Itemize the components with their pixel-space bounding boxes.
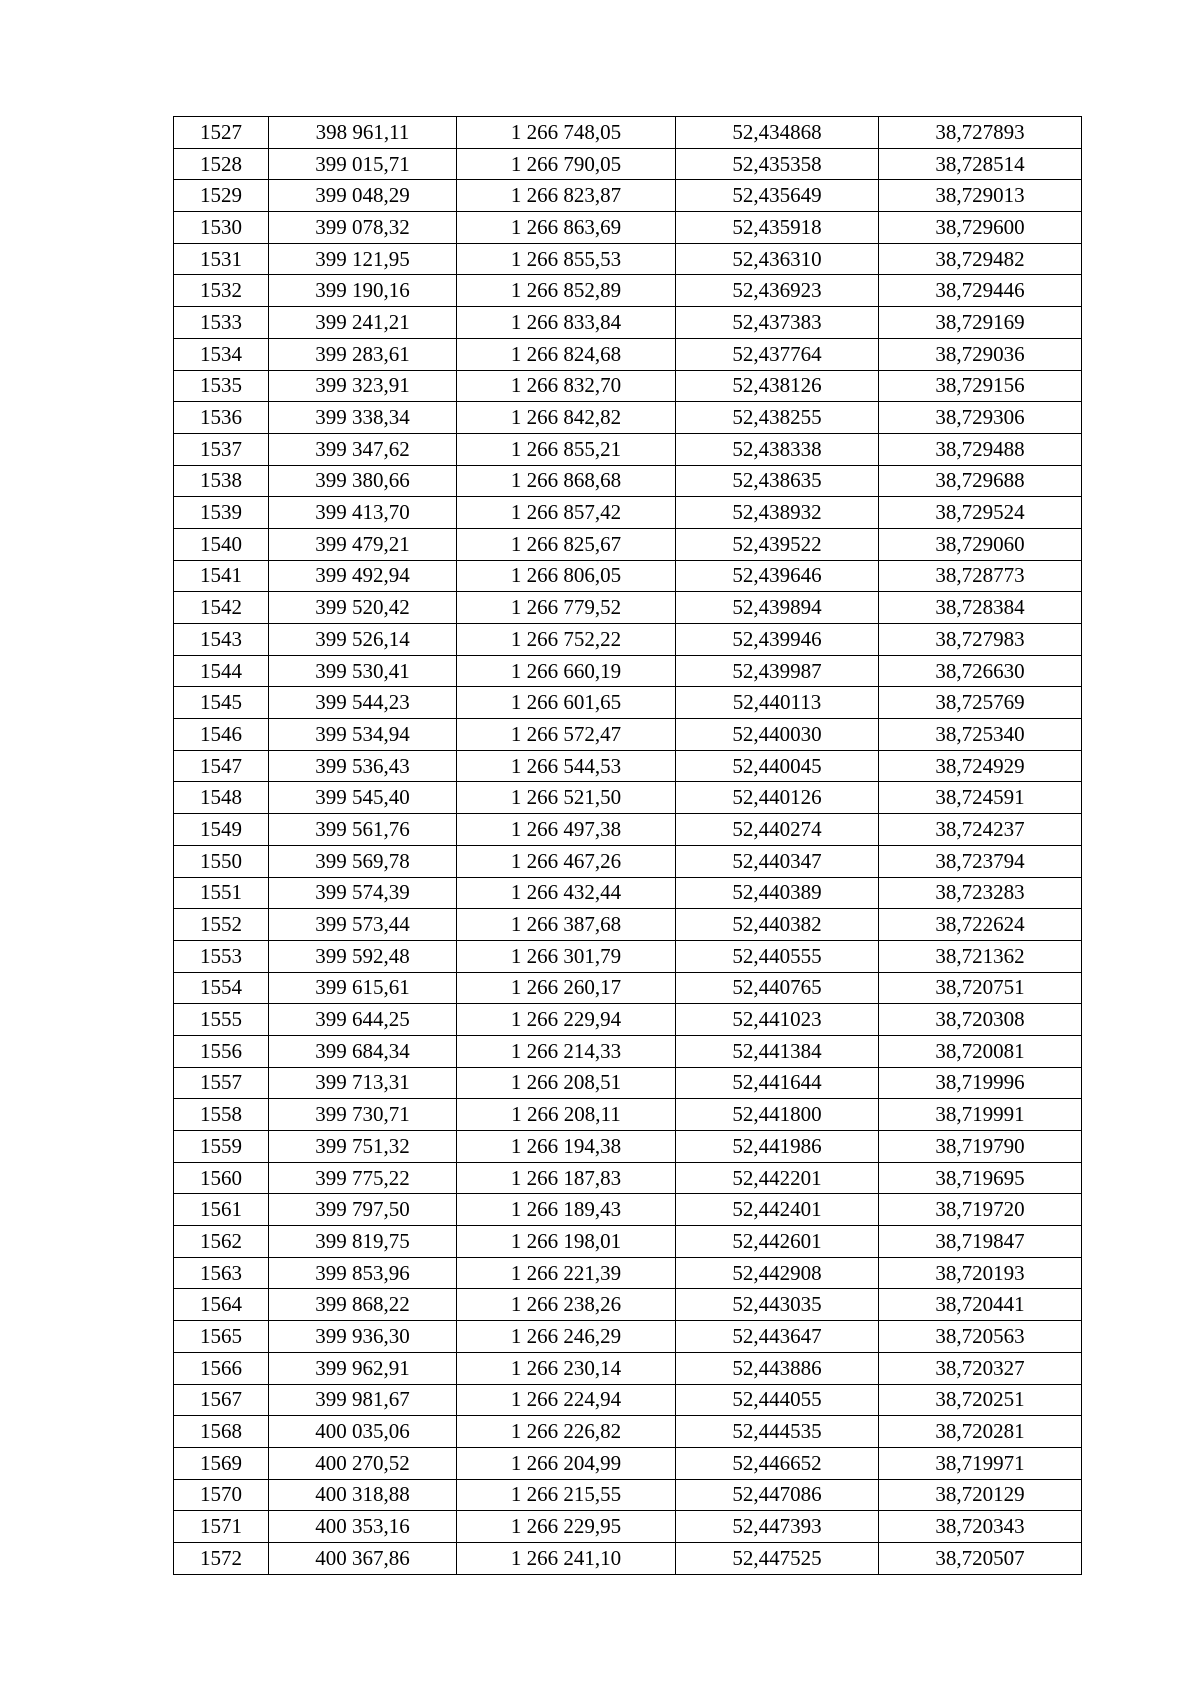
longitude-cell: 38,719991 (879, 1099, 1082, 1131)
point-number-cell: 1536 (174, 402, 269, 434)
table-row (174, 1194, 1082, 1226)
x-coordinate-cell: 400 270,52 (269, 1447, 457, 1479)
x-coordinate-cell: 399 380,66 (269, 465, 457, 497)
y-coordinate-cell: 1 266 752,22 (457, 624, 676, 656)
latitude-cell: 52,440274 (676, 814, 879, 846)
y-coordinate-cell: 1 266 521,50 (457, 782, 676, 814)
latitude-cell: 52,440389 (676, 877, 879, 909)
x-coordinate-cell: 399 713,31 (269, 1067, 457, 1099)
longitude-cell: 38,728514 (879, 148, 1082, 180)
latitude-cell: 52,441384 (676, 1035, 879, 1067)
table-row (174, 782, 1082, 814)
point-number-cell: 1540 (174, 528, 269, 560)
point-number-cell: 1529 (174, 180, 269, 212)
x-coordinate-cell: 399 479,21 (269, 528, 457, 560)
longitude-cell: 38,720251 (879, 1384, 1082, 1416)
longitude-cell: 38,720441 (879, 1289, 1082, 1321)
point-number-cell: 1547 (174, 750, 269, 782)
x-coordinate-cell: 399 492,94 (269, 560, 457, 592)
point-number-cell: 1571 (174, 1511, 269, 1543)
y-coordinate-cell: 1 266 855,53 (457, 243, 676, 275)
x-coordinate-cell: 399 413,70 (269, 497, 457, 529)
latitude-cell: 52,442908 (676, 1257, 879, 1289)
y-coordinate-cell: 1 266 852,89 (457, 275, 676, 307)
table-row (174, 1384, 1082, 1416)
latitude-cell: 52,442401 (676, 1194, 879, 1226)
latitude-cell: 52,440126 (676, 782, 879, 814)
y-coordinate-cell: 1 266 238,26 (457, 1289, 676, 1321)
x-coordinate-cell: 399 797,50 (269, 1194, 457, 1226)
point-number-cell: 1562 (174, 1226, 269, 1258)
y-coordinate-cell: 1 266 260,17 (457, 972, 676, 1004)
y-coordinate-cell: 1 266 824,68 (457, 338, 676, 370)
y-coordinate-cell: 1 266 208,11 (457, 1099, 676, 1131)
longitude-cell: 38,720193 (879, 1257, 1082, 1289)
longitude-cell: 38,729013 (879, 180, 1082, 212)
table-row (174, 1321, 1082, 1353)
y-coordinate-cell: 1 266 467,26 (457, 845, 676, 877)
point-number-cell: 1544 (174, 655, 269, 687)
latitude-cell: 52,440555 (676, 940, 879, 972)
table-row (174, 750, 1082, 782)
x-coordinate-cell: 399 544,23 (269, 687, 457, 719)
latitude-cell: 52,440045 (676, 750, 879, 782)
point-number-cell: 1542 (174, 592, 269, 624)
y-coordinate-cell: 1 266 868,68 (457, 465, 676, 497)
latitude-cell: 52,444535 (676, 1416, 879, 1448)
longitude-cell: 38,729060 (879, 528, 1082, 560)
latitude-cell: 52,438126 (676, 370, 879, 402)
y-coordinate-cell: 1 266 825,67 (457, 528, 676, 560)
x-coordinate-cell: 399 241,21 (269, 307, 457, 339)
x-coordinate-cell: 399 048,29 (269, 180, 457, 212)
point-number-cell: 1553 (174, 940, 269, 972)
longitude-cell: 38,720129 (879, 1479, 1082, 1511)
x-coordinate-cell: 399 615,61 (269, 972, 457, 1004)
longitude-cell: 38,720343 (879, 1511, 1082, 1543)
table-row (174, 592, 1082, 624)
latitude-cell: 52,440765 (676, 972, 879, 1004)
table-row (174, 877, 1082, 909)
table-row (174, 1099, 1082, 1131)
table-row (174, 1226, 1082, 1258)
x-coordinate-cell: 399 323,91 (269, 370, 457, 402)
longitude-cell: 38,728384 (879, 592, 1082, 624)
y-coordinate-cell: 1 266 863,69 (457, 212, 676, 244)
x-coordinate-cell: 399 015,71 (269, 148, 457, 180)
latitude-cell: 52,439987 (676, 655, 879, 687)
x-coordinate-cell: 399 347,62 (269, 433, 457, 465)
x-coordinate-cell: 399 561,76 (269, 814, 457, 846)
y-coordinate-cell: 1 266 230,14 (457, 1352, 676, 1384)
latitude-cell: 52,441023 (676, 1004, 879, 1036)
latitude-cell: 52,442601 (676, 1226, 879, 1258)
coordinates-table-body (174, 117, 1082, 1575)
point-number-cell: 1541 (174, 560, 269, 592)
table-row (174, 1162, 1082, 1194)
coordinates-table (173, 116, 1082, 1575)
latitude-cell: 52,446652 (676, 1447, 879, 1479)
longitude-cell: 38,724929 (879, 750, 1082, 782)
latitude-cell: 52,440347 (676, 845, 879, 877)
latitude-cell: 52,435649 (676, 180, 879, 212)
point-number-cell: 1557 (174, 1067, 269, 1099)
longitude-cell: 38,720751 (879, 972, 1082, 1004)
y-coordinate-cell: 1 266 842,82 (457, 402, 676, 434)
longitude-cell: 38,722624 (879, 909, 1082, 941)
longitude-cell: 38,719996 (879, 1067, 1082, 1099)
longitude-cell: 38,720281 (879, 1416, 1082, 1448)
table-row (174, 370, 1082, 402)
point-number-cell: 1556 (174, 1035, 269, 1067)
latitude-cell: 52,440382 (676, 909, 879, 941)
y-coordinate-cell: 1 266 855,21 (457, 433, 676, 465)
x-coordinate-cell: 399 520,42 (269, 592, 457, 624)
longitude-cell: 38,727893 (879, 117, 1082, 149)
y-coordinate-cell: 1 266 432,44 (457, 877, 676, 909)
latitude-cell: 52,435358 (676, 148, 879, 180)
table-row (174, 497, 1082, 529)
point-number-cell: 1568 (174, 1416, 269, 1448)
y-coordinate-cell: 1 266 806,05 (457, 560, 676, 592)
y-coordinate-cell: 1 266 215,55 (457, 1479, 676, 1511)
table-row (174, 560, 1082, 592)
longitude-cell: 38,719847 (879, 1226, 1082, 1258)
point-number-cell: 1554 (174, 972, 269, 1004)
longitude-cell: 38,719971 (879, 1447, 1082, 1479)
table-row (174, 687, 1082, 719)
latitude-cell: 52,438255 (676, 402, 879, 434)
longitude-cell: 38,725769 (879, 687, 1082, 719)
y-coordinate-cell: 1 266 790,05 (457, 148, 676, 180)
y-coordinate-cell: 1 266 221,39 (457, 1257, 676, 1289)
longitude-cell: 38,729524 (879, 497, 1082, 529)
point-number-cell: 1538 (174, 465, 269, 497)
y-coordinate-cell: 1 266 601,65 (457, 687, 676, 719)
latitude-cell: 52,447525 (676, 1542, 879, 1574)
table-row (174, 528, 1082, 560)
longitude-cell: 38,729600 (879, 212, 1082, 244)
table-row (174, 402, 1082, 434)
y-coordinate-cell: 1 266 857,42 (457, 497, 676, 529)
x-coordinate-cell: 399 962,91 (269, 1352, 457, 1384)
table-row (174, 1352, 1082, 1384)
point-number-cell: 1569 (174, 1447, 269, 1479)
longitude-cell: 38,729169 (879, 307, 1082, 339)
x-coordinate-cell: 399 534,94 (269, 719, 457, 751)
table-row (174, 117, 1082, 149)
latitude-cell: 52,447393 (676, 1511, 879, 1543)
y-coordinate-cell: 1 266 832,70 (457, 370, 676, 402)
x-coordinate-cell: 398 961,11 (269, 117, 457, 149)
x-coordinate-cell: 399 190,16 (269, 275, 457, 307)
x-coordinate-cell: 399 853,96 (269, 1257, 457, 1289)
table-row (174, 212, 1082, 244)
longitude-cell: 38,720308 (879, 1004, 1082, 1036)
y-coordinate-cell: 1 266 387,68 (457, 909, 676, 941)
latitude-cell: 52,441986 (676, 1131, 879, 1163)
y-coordinate-cell: 1 266 198,01 (457, 1226, 676, 1258)
point-number-cell: 1527 (174, 117, 269, 149)
point-number-cell: 1565 (174, 1321, 269, 1353)
latitude-cell: 52,439646 (676, 560, 879, 592)
latitude-cell: 52,438932 (676, 497, 879, 529)
y-coordinate-cell: 1 266 214,33 (457, 1035, 676, 1067)
longitude-cell: 38,720563 (879, 1321, 1082, 1353)
table-row (174, 465, 1082, 497)
longitude-cell: 38,720081 (879, 1035, 1082, 1067)
point-number-cell: 1549 (174, 814, 269, 846)
table-row (174, 814, 1082, 846)
table-row (174, 845, 1082, 877)
point-number-cell: 1561 (174, 1194, 269, 1226)
table-row (174, 1447, 1082, 1479)
longitude-cell: 38,728773 (879, 560, 1082, 592)
latitude-cell: 52,444055 (676, 1384, 879, 1416)
x-coordinate-cell: 399 530,41 (269, 655, 457, 687)
point-number-cell: 1552 (174, 909, 269, 941)
latitude-cell: 52,439946 (676, 624, 879, 656)
y-coordinate-cell: 1 266 224,94 (457, 1384, 676, 1416)
table-row (174, 243, 1082, 275)
longitude-cell: 38,729306 (879, 402, 1082, 434)
latitude-cell: 52,443886 (676, 1352, 879, 1384)
longitude-cell: 38,725340 (879, 719, 1082, 751)
x-coordinate-cell: 399 819,75 (269, 1226, 457, 1258)
point-number-cell: 1548 (174, 782, 269, 814)
point-number-cell: 1559 (174, 1131, 269, 1163)
point-number-cell: 1537 (174, 433, 269, 465)
table-row (174, 655, 1082, 687)
x-coordinate-cell: 399 644,25 (269, 1004, 457, 1036)
table-row (174, 1131, 1082, 1163)
point-number-cell: 1563 (174, 1257, 269, 1289)
x-coordinate-cell: 399 526,14 (269, 624, 457, 656)
x-coordinate-cell: 400 035,06 (269, 1416, 457, 1448)
latitude-cell: 52,436923 (676, 275, 879, 307)
y-coordinate-cell: 1 266 189,43 (457, 1194, 676, 1226)
point-number-cell: 1545 (174, 687, 269, 719)
table-row (174, 1416, 1082, 1448)
point-number-cell: 1546 (174, 719, 269, 751)
y-coordinate-cell: 1 266 194,38 (457, 1131, 676, 1163)
x-coordinate-cell: 399 751,32 (269, 1131, 457, 1163)
point-number-cell: 1531 (174, 243, 269, 275)
longitude-cell: 38,727983 (879, 624, 1082, 656)
x-coordinate-cell: 399 730,71 (269, 1099, 457, 1131)
x-coordinate-cell: 399 569,78 (269, 845, 457, 877)
point-number-cell: 1532 (174, 275, 269, 307)
table-row (174, 338, 1082, 370)
x-coordinate-cell: 400 318,88 (269, 1479, 457, 1511)
x-coordinate-cell: 399 338,34 (269, 402, 457, 434)
x-coordinate-cell: 399 592,48 (269, 940, 457, 972)
latitude-cell: 52,438635 (676, 465, 879, 497)
longitude-cell: 38,723794 (879, 845, 1082, 877)
x-coordinate-cell: 399 936,30 (269, 1321, 457, 1353)
x-coordinate-cell: 399 545,40 (269, 782, 457, 814)
longitude-cell: 38,729482 (879, 243, 1082, 275)
table-row (174, 940, 1082, 972)
point-number-cell: 1543 (174, 624, 269, 656)
point-number-cell: 1535 (174, 370, 269, 402)
longitude-cell: 38,719720 (879, 1194, 1082, 1226)
y-coordinate-cell: 1 266 187,83 (457, 1162, 676, 1194)
latitude-cell: 52,436310 (676, 243, 879, 275)
point-number-cell: 1564 (174, 1289, 269, 1321)
x-coordinate-cell: 399 775,22 (269, 1162, 457, 1194)
y-coordinate-cell: 1 266 660,19 (457, 655, 676, 687)
latitude-cell: 52,437383 (676, 307, 879, 339)
point-number-cell: 1550 (174, 845, 269, 877)
longitude-cell: 38,729036 (879, 338, 1082, 370)
longitude-cell: 38,721362 (879, 940, 1082, 972)
latitude-cell: 52,438338 (676, 433, 879, 465)
point-number-cell: 1558 (174, 1099, 269, 1131)
y-coordinate-cell: 1 266 301,79 (457, 940, 676, 972)
table-row (174, 1035, 1082, 1067)
latitude-cell: 52,435918 (676, 212, 879, 244)
x-coordinate-cell: 400 353,16 (269, 1511, 457, 1543)
latitude-cell: 52,439894 (676, 592, 879, 624)
latitude-cell: 52,439522 (676, 528, 879, 560)
table-row (174, 1004, 1082, 1036)
point-number-cell: 1555 (174, 1004, 269, 1036)
x-coordinate-cell: 399 574,39 (269, 877, 457, 909)
longitude-cell: 38,726630 (879, 655, 1082, 687)
longitude-cell: 38,723283 (879, 877, 1082, 909)
longitude-cell: 38,729688 (879, 465, 1082, 497)
latitude-cell: 52,443647 (676, 1321, 879, 1353)
x-coordinate-cell: 399 283,61 (269, 338, 457, 370)
y-coordinate-cell: 1 266 748,05 (457, 117, 676, 149)
latitude-cell: 52,434868 (676, 117, 879, 149)
table-row (174, 433, 1082, 465)
y-coordinate-cell: 1 266 833,84 (457, 307, 676, 339)
x-coordinate-cell: 399 536,43 (269, 750, 457, 782)
table-row (174, 1067, 1082, 1099)
y-coordinate-cell: 1 266 779,52 (457, 592, 676, 624)
point-number-cell: 1566 (174, 1352, 269, 1384)
table-row (174, 624, 1082, 656)
latitude-cell: 52,443035 (676, 1289, 879, 1321)
point-number-cell: 1533 (174, 307, 269, 339)
x-coordinate-cell: 400 367,86 (269, 1542, 457, 1574)
point-number-cell: 1539 (174, 497, 269, 529)
y-coordinate-cell: 1 266 246,29 (457, 1321, 676, 1353)
longitude-cell: 38,719790 (879, 1131, 1082, 1163)
table-row (174, 1542, 1082, 1574)
point-number-cell: 1534 (174, 338, 269, 370)
table-row (174, 148, 1082, 180)
point-number-cell: 1572 (174, 1542, 269, 1574)
point-number-cell: 1560 (174, 1162, 269, 1194)
longitude-cell: 38,729156 (879, 370, 1082, 402)
longitude-cell: 38,724591 (879, 782, 1082, 814)
latitude-cell: 52,440113 (676, 687, 879, 719)
table-row (174, 909, 1082, 941)
y-coordinate-cell: 1 266 226,82 (457, 1416, 676, 1448)
latitude-cell: 52,440030 (676, 719, 879, 751)
y-coordinate-cell: 1 266 572,47 (457, 719, 676, 751)
table-row (174, 275, 1082, 307)
y-coordinate-cell: 1 266 544,53 (457, 750, 676, 782)
point-number-cell: 1570 (174, 1479, 269, 1511)
longitude-cell: 38,729446 (879, 275, 1082, 307)
table-row (174, 719, 1082, 751)
longitude-cell: 38,720507 (879, 1542, 1082, 1574)
table-row (174, 1479, 1082, 1511)
table-row (174, 972, 1082, 1004)
y-coordinate-cell: 1 266 204,99 (457, 1447, 676, 1479)
longitude-cell: 38,719695 (879, 1162, 1082, 1194)
longitude-cell: 38,720327 (879, 1352, 1082, 1384)
y-coordinate-cell: 1 266 208,51 (457, 1067, 676, 1099)
longitude-cell: 38,729488 (879, 433, 1082, 465)
point-number-cell: 1551 (174, 877, 269, 909)
y-coordinate-cell: 1 266 229,95 (457, 1511, 676, 1543)
y-coordinate-cell: 1 266 497,38 (457, 814, 676, 846)
y-coordinate-cell: 1 266 229,94 (457, 1004, 676, 1036)
x-coordinate-cell: 399 981,67 (269, 1384, 457, 1416)
latitude-cell: 52,441800 (676, 1099, 879, 1131)
point-number-cell: 1530 (174, 212, 269, 244)
x-coordinate-cell: 399 121,95 (269, 243, 457, 275)
x-coordinate-cell: 399 078,32 (269, 212, 457, 244)
y-coordinate-cell: 1 266 823,87 (457, 180, 676, 212)
table-row (174, 307, 1082, 339)
table-row (174, 180, 1082, 212)
latitude-cell: 52,442201 (676, 1162, 879, 1194)
table-row (174, 1289, 1082, 1321)
x-coordinate-cell: 399 868,22 (269, 1289, 457, 1321)
latitude-cell: 52,441644 (676, 1067, 879, 1099)
latitude-cell: 52,437764 (676, 338, 879, 370)
table-row (174, 1511, 1082, 1543)
longitude-cell: 38,724237 (879, 814, 1082, 846)
latitude-cell: 52,447086 (676, 1479, 879, 1511)
x-coordinate-cell: 399 684,34 (269, 1035, 457, 1067)
y-coordinate-cell: 1 266 241,10 (457, 1542, 676, 1574)
point-number-cell: 1528 (174, 148, 269, 180)
table-row (174, 1257, 1082, 1289)
x-coordinate-cell: 399 573,44 (269, 909, 457, 941)
point-number-cell: 1567 (174, 1384, 269, 1416)
